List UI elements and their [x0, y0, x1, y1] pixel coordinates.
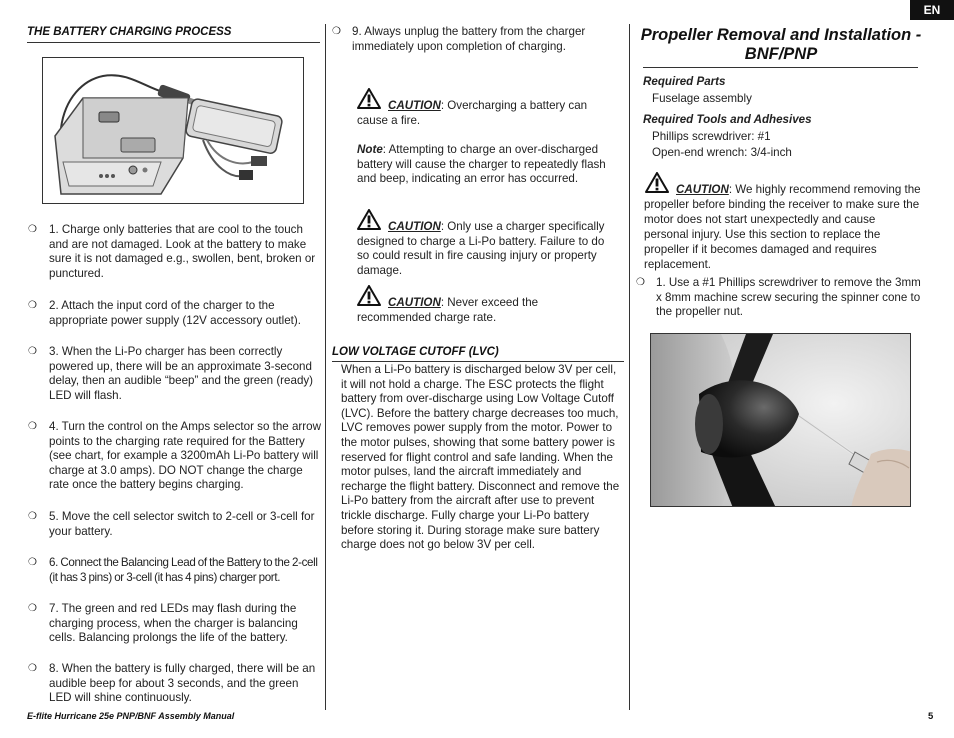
charger-illustration	[43, 58, 304, 204]
bullet-icon: ❍	[28, 421, 37, 432]
caution-lipo-charger	[357, 220, 607, 278]
title-rule	[643, 67, 918, 68]
footer-manual-title: E-flite Hurricane 25e PNP/BNF Assembly Manual	[27, 711, 235, 721]
caution-charge-rate	[357, 296, 607, 325]
bullet-icon: ❍	[28, 300, 37, 311]
charging-step-1: 1. Charge only batteries that are cool to the touch and are not damaged. Look at the battery to make sure it is not damaged e.g., swollen, bent, broken or punctured.	[49, 223, 316, 280]
charging-step-5: 5. Move the cell selector switch to 2-cell or 3-cell for your battery.	[49, 510, 315, 538]
charging-step-3: 3. When the Li-Po charger has been correctly powered up, there will be an approximate 3-second delay, then an audible “beep” and the green (ready) LED will flash.	[49, 345, 314, 402]
section-title-rule	[332, 361, 624, 362]
required-tool-item: Open-end wrench: 3/4-inch	[652, 146, 792, 159]
caution-overcharge	[357, 99, 607, 128]
charging-step-8: 8. When the battery is fully charged, there will be an audible beep for about 3 seconds, and the green LED will shine continuously.	[49, 662, 316, 705]
propeller-illustration	[651, 334, 911, 507]
caution-propeller	[644, 183, 922, 272]
note-text: : Attempting to charge an over-discharged battery will cause the charger to repeatedly flash and beep, indicating an error has occurred.	[357, 143, 606, 186]
column-divider-right	[629, 24, 630, 710]
charging-step-9: 9. Always unplug the battery from the charger immediately upon completion of charging.	[352, 25, 586, 53]
bullet-icon: ❍	[28, 557, 37, 568]
required-tool-item: Phillips screwdriver: #1	[652, 130, 771, 143]
required-part-item: Fuselage assembly	[652, 92, 752, 105]
required-parts-label: Required Parts	[643, 75, 726, 88]
charging-step-7: 7. The green and red LEDs may flash during the charging process, when the charger is balancing cells. Balancing prolongs the life of the battery.	[49, 602, 298, 645]
caution-label: CAUTION	[388, 99, 441, 112]
footer-page-number: 5	[928, 711, 934, 722]
caution-label: CAUTION	[388, 220, 441, 233]
charging-step-4: 4. Turn the control on the Amps selector so the arrow points to the charging rate required for the Battery (see chart, for example a 3200mAh Li-Po battery will charge at 3.0 amps). DO NOT change the charge rate once the battery begins charging.	[49, 420, 321, 492]
section-title-rule	[27, 42, 320, 43]
section-title-charging-process: THE BATTERY CHARGING PROCESS	[27, 26, 232, 38]
bullet-icon: ❍	[28, 663, 37, 674]
title-line-1: Propeller Removal and Installation -	[640, 26, 922, 44]
column-divider-left	[325, 24, 326, 710]
caution-label: CAUTION	[676, 183, 729, 196]
page-title-propeller	[640, 26, 922, 64]
propeller-removal-photo	[650, 333, 911, 507]
charger-battery-photo	[42, 57, 304, 204]
caution-overcharge-text: : Overcharging a battery can cause a fire.	[357, 99, 588, 127]
caution-label: CAUTION	[388, 296, 441, 309]
bullet-icon: ❍	[28, 346, 37, 357]
caution-charge-rate-text: : Never exceed the recommended charge rate.	[357, 296, 539, 324]
caution-propeller-text: : We highly recommend removing the propeller before binding the receiver to make sure the motor does not start unexpectedly and cause personal injury. Use this section to replace the propeller if it becomes damaged and requires replacement.	[644, 183, 921, 271]
bullet-icon: ❍	[332, 26, 341, 37]
bullet-icon: ❍	[28, 511, 37, 522]
caution-lipo-charger-text: : Only use a charger specifically designed to charge a Li-Po battery. Failure to do so could result in fire causing injury or property damage.	[357, 220, 605, 277]
note-label: Note	[357, 143, 383, 156]
lvc-description: When a Li-Po battery is discharged below 3V per cell, it will not hold a charge. The ESC protects the flight battery from over-discharge using Low Voltage Cutoff (LVC). Before the battery charge decreases too much, LVC removes power supply from the motor. Power to the motor pulses, showing that some battery power is reserved for flight control and safe landing. When the motor pulses, land the aircraft immediately and recharge the flight battery. Disconnect and remove the Li-Po battery from the aircraft after use to prevent trickle discharge. Fully charge your Li-Po battery before storing it. During storage make sure battery charge does not go below 3V per cell.	[341, 363, 620, 552]
note-over-discharged	[357, 143, 607, 187]
bullet-icon: ❍	[28, 224, 37, 235]
charging-step-6: 6. Connect the Balancing Lead of the Battery to the 2-cell (it has 3 pins) or 3-cell (it has 4 pins) charger port.	[49, 556, 318, 584]
charging-step-2: 2. Attach the input cord of the charger to the appropriate power supply (12V accessory outlet).	[49, 299, 301, 327]
propeller-step-1: 1. Use a #1 Phillips screwdriver to remove the 3mm x 8mm machine screw securing the spinner cone to the propeller nut.	[656, 276, 921, 319]
required-tools-label: Required Tools and Adhesives	[643, 113, 812, 126]
section-title-lvc: LOW VOLTAGE CUTOFF (LVC)	[332, 346, 499, 358]
title-line-2: BNF/PNP	[744, 45, 818, 63]
bullet-icon: ❍	[28, 603, 37, 614]
bullet-icon: ❍	[636, 277, 645, 288]
language-tab: EN	[910, 0, 954, 20]
